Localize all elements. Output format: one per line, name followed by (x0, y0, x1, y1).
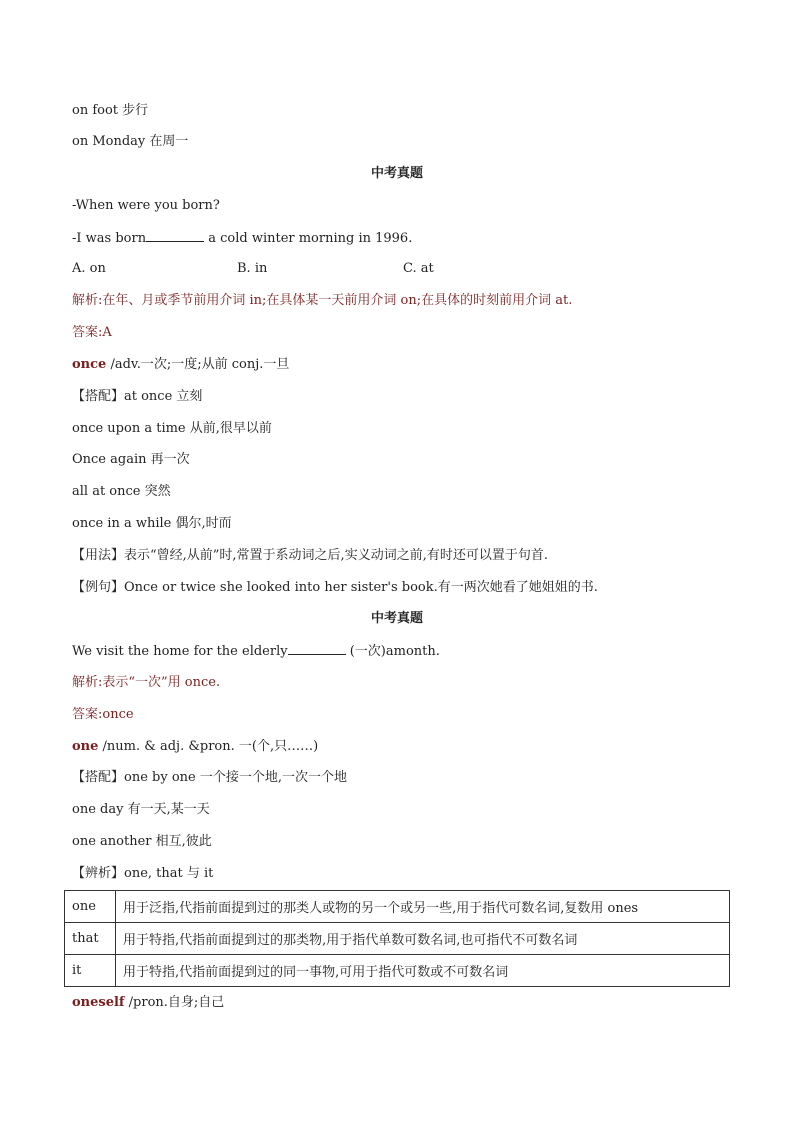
table-cell-desc: 用于特指,代指前面提到过的同一事物,可用于指代可数或不可数名词 (116, 955, 730, 987)
headword: once (72, 357, 107, 372)
analysis-text: 解析:在年、月或季节前用介词 in;在具体某一天前用介词 on;在具体的时刻前用介词 at. (72, 293, 573, 308)
question-text: -I was born (72, 231, 147, 246)
analysis-text: 解析:表示“一次”用 once. (72, 675, 221, 690)
collocation: Once again 再一次 (72, 452, 190, 467)
headword: oneself (72, 995, 125, 1010)
table-cell-word: that (65, 923, 116, 955)
question-text: We visit the home for the elderly (72, 644, 288, 659)
option-c: C. at (403, 261, 434, 276)
collocation: 【搭配】one by one 一个接一个地,一次一个地 (72, 770, 347, 785)
question-line: -When were you born? (72, 198, 220, 213)
table-cell-word: it (65, 955, 116, 987)
section-heading: 中考真题 (370, 166, 423, 181)
phrase-on-foot: on foot 步行 (72, 103, 149, 118)
question-line (72, 642, 440, 661)
comparison-table (64, 890, 730, 987)
question-line (72, 229, 412, 248)
entry-one (72, 738, 318, 756)
option-a: A. on (72, 261, 106, 276)
usage-note: 【用法】表示“曾经,从前”时,常置于系动词之后,实义动词之前,有时还可以置于句首. (72, 548, 548, 563)
definition: /pron.自身;自己 (124, 995, 225, 1010)
question-text: a cold winter morning in 1996. (204, 231, 413, 246)
example-sentence: 【例句】Once or twice she looked into her sister's book.有一两次她看了她姐姐的书. (72, 580, 598, 595)
phrase-on-monday: on Monday 在周一 (72, 134, 189, 149)
answer-blank (288, 642, 346, 655)
collocation: once in a while 偶尔,时而 (72, 516, 232, 531)
answer-text: 答案:A (72, 325, 112, 340)
table-row (65, 955, 730, 987)
collocation: one day 有一天,某一天 (72, 802, 210, 817)
definition: /num. & adj. &pron. 一(个,只……) (98, 739, 319, 754)
collocation: once upon a time 从前,很早以前 (72, 421, 272, 436)
table-cell-word: one (65, 891, 116, 923)
table-cell-desc: 用于特指,代指前面提到过的那类物,用于指代单数可数名词,也可指代不可数名词 (116, 923, 730, 955)
distinguish-heading: 【辨析】one, that 与 it (72, 866, 214, 881)
option-b: B. in (237, 261, 268, 276)
answer-text: 答案:once (72, 707, 134, 722)
entry-oneself (72, 994, 224, 1012)
table-cell-desc: 用于泛指,代指前面提到过的那类人或物的另一个或另一些,用于指代可数名词,复数用 ones (116, 891, 730, 923)
table-row (65, 923, 730, 955)
table-row (65, 891, 730, 923)
options-row (72, 260, 722, 278)
collocation: all at once 突然 (72, 484, 171, 499)
section-heading: 中考真题 (370, 611, 423, 626)
headword: one (72, 739, 99, 754)
definition: /adv.一次;一度;从前 conj.一旦 (106, 357, 290, 372)
answer-blank (146, 229, 204, 242)
entry-once (72, 356, 289, 374)
question-text: (一次)amonth. (345, 644, 440, 659)
collocation: one another 相互,彼此 (72, 834, 212, 849)
collocation: 【搭配】at once 立刻 (72, 389, 203, 404)
